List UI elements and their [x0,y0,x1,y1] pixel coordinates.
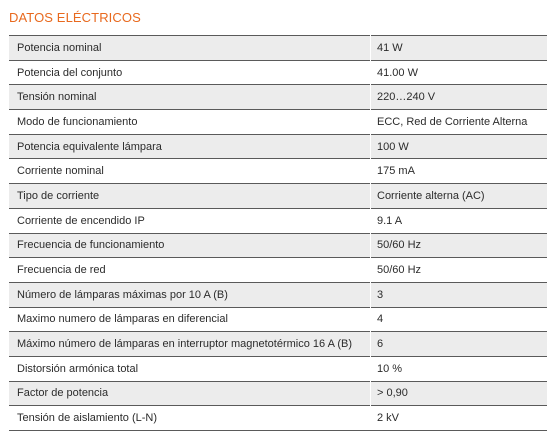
table-row [9,332,547,357]
table-row [9,85,547,110]
spec-value: 2 kV [371,406,548,431]
spec-value: ECC, Red de Corriente Alterna [371,110,548,135]
spec-value: 9.1 A [371,208,548,233]
spec-label: Frecuencia de funcionamiento [9,233,371,258]
spec-value: Corriente alterna (AC) [371,184,548,209]
spec-label: Corriente nominal [9,159,371,184]
spec-label: Distorsión armónica total [9,356,371,381]
table-row [9,233,547,258]
table-row [9,406,547,431]
table-row [9,159,547,184]
spec-value: 10 % [371,356,548,381]
spec-value: 41 W [371,36,548,61]
spec-label: Tensión nominal [9,85,371,110]
spec-value: 4 [371,307,548,332]
spec-label: Máximo número de lámparas en interruptor magnetotérmico 16 A (B) [9,332,371,357]
table-row [9,60,547,85]
section-title: DATOS ELÉCTRICOS [9,10,141,25]
spec-label: Corriente de encendido IP [9,208,371,233]
table-row [9,282,547,307]
table-row [9,184,547,209]
spec-label: Potencia equivalente lámpara [9,134,371,159]
table-row [9,36,547,61]
electrical-specs-table [9,35,547,431]
spec-label: Número de lámparas máximas por 10 A (B) [9,282,371,307]
spec-value: 100 W [371,134,548,159]
table-row [9,110,547,135]
table-row [9,258,547,283]
table-row [9,307,547,332]
table-row [9,134,547,159]
spec-label: Factor de potencia [9,381,371,406]
spec-label: Tensión de aislamiento (L-N) [9,406,371,431]
spec-value: 175 mA [371,159,548,184]
spec-label: Frecuencia de red [9,258,371,283]
spec-value: 50/60 Hz [371,233,548,258]
table-row [9,208,547,233]
table-row [9,356,547,381]
spec-value: 220…240 V [371,85,548,110]
spec-value: > 0,90 [371,381,548,406]
spec-label: Tipo de corriente [9,184,371,209]
table-row [9,381,547,406]
spec-label: Potencia del conjunto [9,60,371,85]
spec-value: 41.00 W [371,60,548,85]
spec-value: 6 [371,332,548,357]
spec-value: 50/60 Hz [371,258,548,283]
spec-label: Modo de funcionamiento [9,110,371,135]
spec-label: Maximo numero de lámparas en diferencial [9,307,371,332]
spec-label: Potencia nominal [9,36,371,61]
spec-value: 3 [371,282,548,307]
